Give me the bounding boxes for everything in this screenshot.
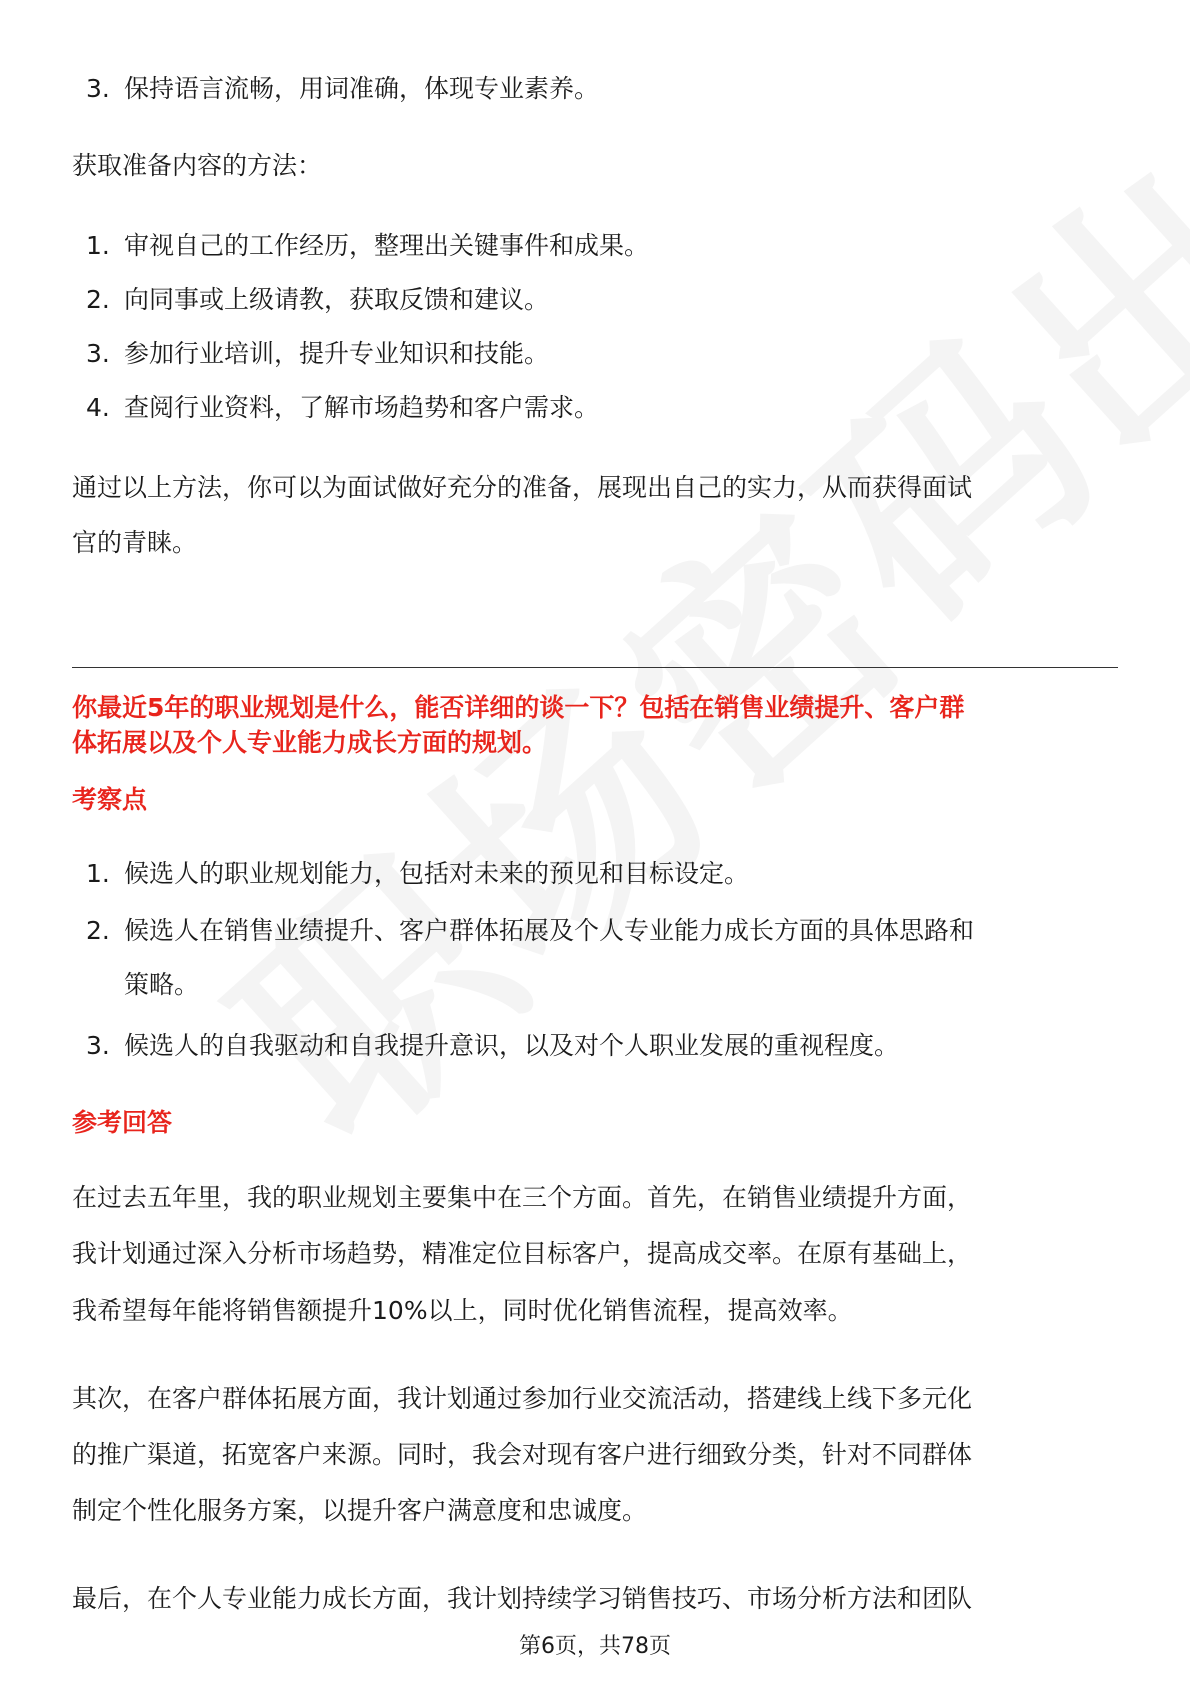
list-text: 向同事或上级请教，获取反馈和建议。 — [124, 285, 550, 314]
list-number-spacer — [72, 957, 124, 1013]
list-item — [72, 61, 1118, 117]
list-number: 4. — [86, 393, 110, 422]
list-item — [72, 903, 1118, 959]
summary-line: 官的青睐。 — [72, 528, 198, 557]
answer-line: 制定个性化服务方案，以提升客户满意度和忠诚度。 — [72, 1496, 648, 1525]
list-item — [72, 326, 1118, 382]
list-text: 候选人在销售业绩提升、客户群体拓展及个人专业能力成长方面的具体思路和 — [124, 916, 975, 945]
list-item — [72, 218, 1118, 274]
list-number: 3. — [86, 74, 110, 103]
list-item — [72, 846, 1118, 902]
methods-heading: 获取准备内容的方法： — [72, 151, 323, 180]
list-text: 保持语言流畅，用词准确，体现专业素养。 — [124, 74, 600, 103]
list-number: 3. — [86, 1031, 110, 1060]
page-footer: 第6页，共78页 — [519, 1634, 671, 1659]
answer-line: 的推广渠道，拓宽客户来源。同时，我会对现有客户进行细致分类，针对不同群体 — [72, 1440, 973, 1469]
assessment-heading: 考察点 — [72, 785, 148, 814]
list-number: 2. — [86, 285, 110, 314]
list-number: 1. — [86, 859, 110, 888]
list-text: 策略。 — [124, 970, 200, 999]
answer-line: 我希望每年能将销售额提升10%以上，同时优化销售流程，提高效率。 — [72, 1296, 853, 1325]
list-number: 3. — [86, 339, 110, 368]
list-number: 2. — [86, 916, 110, 945]
question-title: 你最近5年的职业规划是什么，能否详细的谈一下？包括在销售业绩提升、客户群 — [72, 693, 965, 722]
section-divider — [72, 667, 1118, 668]
list-text: 参加行业培训，提升专业知识和技能。 — [124, 339, 550, 368]
list-text: 候选人的职业规划能力，包括对未来的预见和目标设定。 — [124, 859, 750, 888]
answer-line: 其次，在客户群体拓展方面，我计划通过参加行业交流活动，搭建线上线下多元化 — [72, 1384, 973, 1413]
list-text: 候选人的自我驱动和自我提升意识，以及对个人职业发展的重视程度。 — [124, 1031, 900, 1060]
list-text: 审视自己的工作经历，整理出关键事件和成果。 — [124, 231, 650, 260]
list-text: 查阅行业资料，了解市场趋势和客户需求。 — [124, 393, 600, 422]
list-item — [72, 380, 1118, 436]
list-number: 1. — [86, 231, 110, 260]
list-item-continuation — [72, 957, 1118, 1013]
answer-line: 最后，在个人专业能力成长方面，我计划持续学习销售技巧、市场分析方法和团队 — [72, 1584, 973, 1613]
list-item — [72, 272, 1118, 328]
question-title: 体拓展以及个人专业能力成长方面的规划。 — [72, 728, 548, 757]
summary-line: 通过以上方法，你可以为面试做好充分的准备，展现出自己的实力，从而获得面试 — [72, 473, 973, 502]
answer-heading: 参考回答 — [72, 1108, 173, 1137]
list-item — [72, 1018, 1118, 1074]
answer-line: 我计划通过深入分析市场趋势，精准定位目标客户，提高成交率。在原有基础上， — [72, 1239, 973, 1268]
answer-line: 在过去五年里，我的职业规划主要集中在三个方面。首先，在销售业绩提升方面， — [72, 1183, 973, 1212]
